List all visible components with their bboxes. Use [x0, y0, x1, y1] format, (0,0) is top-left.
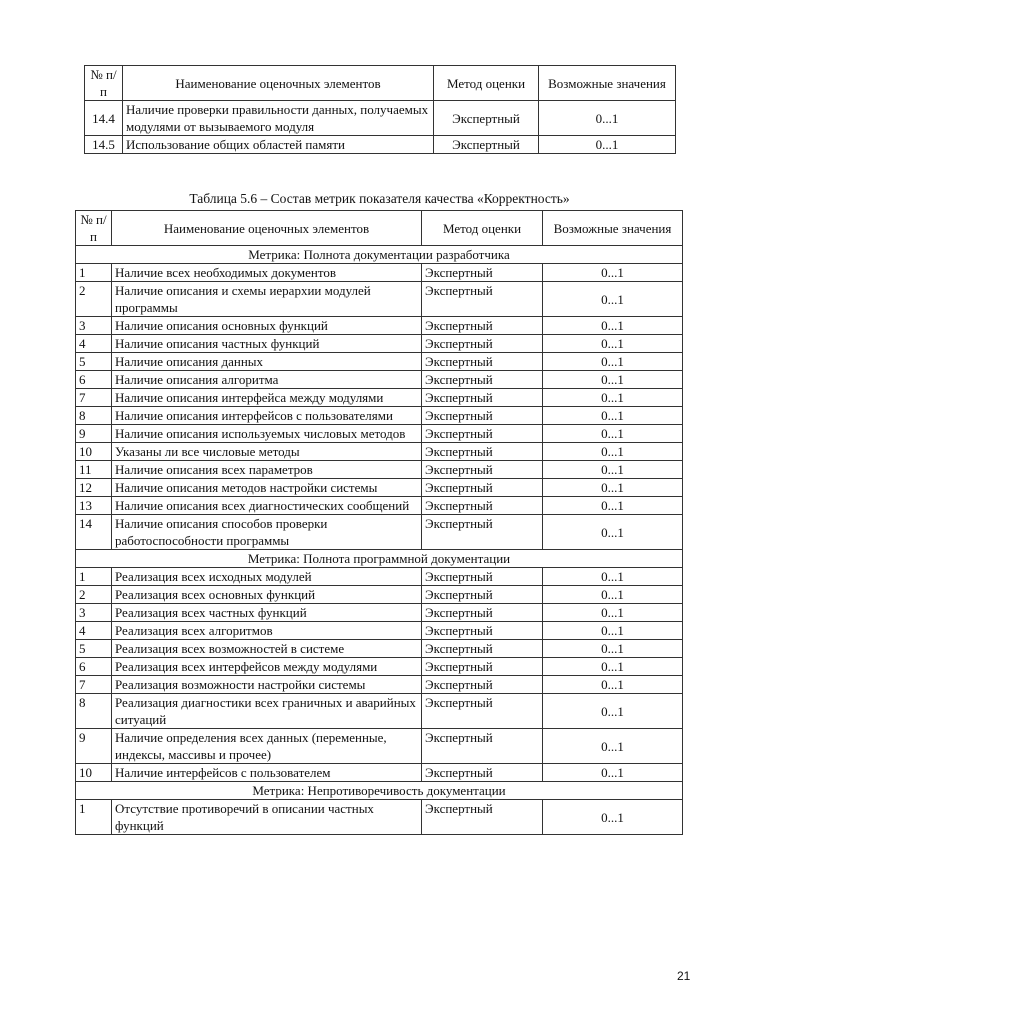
- cell-range: 0...1: [543, 800, 683, 835]
- cell-method: Экспертный: [422, 515, 543, 550]
- table-row: [76, 764, 683, 782]
- section-title: Метрика: Полнота программной документации: [76, 550, 683, 568]
- cell-range: 0...1: [543, 353, 683, 371]
- cell-range: 0...1: [543, 658, 683, 676]
- cell-num: 10: [76, 443, 112, 461]
- cell-method: Экспертный: [422, 604, 543, 622]
- page-number: 21: [677, 969, 691, 983]
- table-row: [85, 136, 676, 154]
- cell-name: Реализация всех частных функций: [112, 604, 422, 622]
- cell-method: Экспертный: [434, 101, 539, 136]
- cell-name: Указаны ли все числовые методы: [112, 443, 422, 461]
- cell-num: 6: [76, 658, 112, 676]
- cell-method: Экспертный: [422, 317, 543, 335]
- cell-name: Наличие описания алгоритма: [112, 371, 422, 389]
- table-row: [76, 658, 683, 676]
- table-row: [85, 101, 676, 136]
- cell-range: 0...1: [543, 640, 683, 658]
- cell-name: Наличие описания основных функций: [112, 317, 422, 335]
- metrics-table-body: [76, 246, 683, 835]
- cell-name: Реализация возможности настройки системы: [112, 676, 422, 694]
- table-caption: Таблица 5.6 – Состав метрик показателя качества «Корректность»: [189, 191, 570, 206]
- cell-num: 9: [76, 729, 112, 764]
- table-row: [76, 335, 683, 353]
- cell-method: Экспертный: [422, 407, 543, 425]
- cell-name: Наличие интерфейсов с пользователем: [112, 764, 422, 782]
- table-header-row: [76, 211, 683, 246]
- cell-method: Экспертный: [422, 461, 543, 479]
- metrics-table: [75, 210, 683, 835]
- cell-name: Реализация всех возможностей в системе: [112, 640, 422, 658]
- cell-num: 13: [76, 497, 112, 515]
- cell-range: 0...1: [543, 317, 683, 335]
- section-title: Метрика: Непротиворечивость документации: [76, 782, 683, 800]
- table-row: [76, 371, 683, 389]
- cell-range: 0...1: [543, 622, 683, 640]
- cell-range: 0...1: [543, 497, 683, 515]
- cell-range: 0...1: [543, 479, 683, 497]
- cell-num: 4: [76, 622, 112, 640]
- cell-name: Отсутствие противоречий в описании частных функций: [112, 800, 422, 835]
- table-header-row: [85, 66, 676, 101]
- cell-method: Экспертный: [422, 389, 543, 407]
- cell-name: Реализация всех основных функций: [112, 586, 422, 604]
- continued-table: [84, 65, 676, 154]
- cell-range: 0...1: [543, 729, 683, 764]
- cell-num: 8: [76, 407, 112, 425]
- cell-method: Экспертный: [422, 800, 543, 835]
- cell-range: 0...1: [543, 568, 683, 586]
- table-row: [76, 317, 683, 335]
- table-row: [76, 729, 683, 764]
- cell-name: Наличие описания используемых числовых методов: [112, 425, 422, 443]
- header-method: Метод оценки: [422, 211, 543, 246]
- table-row: [76, 515, 683, 550]
- cell-name: Реализация всех исходных модулей: [112, 568, 422, 586]
- cell-num: 3: [76, 317, 112, 335]
- table-row: [76, 389, 683, 407]
- table-row: [76, 497, 683, 515]
- cell-method: Экспертный: [422, 335, 543, 353]
- cell-method: Экспертный: [422, 676, 543, 694]
- cell-num: 7: [76, 676, 112, 694]
- cell-name: Наличие описания частных функций: [112, 335, 422, 353]
- table-row: [76, 676, 683, 694]
- cell-range: 0...1: [543, 282, 683, 317]
- cell-method: Экспертный: [422, 729, 543, 764]
- header-name: Наименование оценочных элементов: [123, 66, 434, 101]
- table-row: [76, 407, 683, 425]
- cell-num: 3: [76, 604, 112, 622]
- cell-num: 9: [76, 425, 112, 443]
- cell-range: 0...1: [539, 101, 676, 136]
- cell-method: Экспертный: [422, 443, 543, 461]
- header-num: № п/п: [76, 211, 112, 246]
- cell-range: 0...1: [543, 407, 683, 425]
- table-row: [76, 353, 683, 371]
- cell-range: 0...1: [543, 371, 683, 389]
- cell-name: Реализация всех интерфейсов между модулями: [112, 658, 422, 676]
- cell-range: 0...1: [543, 515, 683, 550]
- cell-range: 0...1: [539, 136, 676, 154]
- section-title: Метрика: Полнота документации разработчика: [76, 246, 683, 264]
- cell-num: 2: [76, 586, 112, 604]
- cell-num: 7: [76, 389, 112, 407]
- cell-num: 4: [76, 335, 112, 353]
- cell-num: 5: [76, 640, 112, 658]
- cell-range: 0...1: [543, 389, 683, 407]
- cell-num: 14: [76, 515, 112, 550]
- cell-name: Наличие описания всех диагностических сообщений: [112, 497, 422, 515]
- cell-method: Экспертный: [422, 425, 543, 443]
- cell-range: 0...1: [543, 461, 683, 479]
- section-header-row: [76, 550, 683, 568]
- table-row: [76, 622, 683, 640]
- cell-method: Экспертный: [422, 658, 543, 676]
- cell-name: Реализация диагностики всех граничных и аварийных ситуаций: [112, 694, 422, 729]
- header-range: Возможные значения: [543, 211, 683, 246]
- cell-method: Экспертный: [422, 282, 543, 317]
- cell-num: 2: [76, 282, 112, 317]
- cell-range: 0...1: [543, 694, 683, 729]
- cell-range: 0...1: [543, 425, 683, 443]
- cell-range: 0...1: [543, 443, 683, 461]
- cell-name: Наличие описания данных: [112, 353, 422, 371]
- cell-range: 0...1: [543, 586, 683, 604]
- cell-name: Наличие всех необходимых документов: [112, 264, 422, 282]
- cell-method: Экспертный: [422, 479, 543, 497]
- cell-method: Экспертный: [422, 264, 543, 282]
- cell-num: 6: [76, 371, 112, 389]
- header-range: Возможные значения: [539, 66, 676, 101]
- table-row: [76, 694, 683, 729]
- header-num: № п/п: [85, 66, 123, 101]
- table-row: [76, 443, 683, 461]
- table-row: [76, 586, 683, 604]
- table-row: [76, 604, 683, 622]
- cell-name: Наличие описания способов проверки работоспособности программы: [112, 515, 422, 550]
- cell-num: 14.5: [85, 136, 123, 154]
- cell-num: 11: [76, 461, 112, 479]
- cell-name: Наличие проверки правильности данных, получаемых модулями от вызываемого модуля: [123, 101, 434, 136]
- cell-method: Экспертный: [422, 497, 543, 515]
- cell-num: 14.4: [85, 101, 123, 136]
- table-row: [76, 568, 683, 586]
- cell-method: Экспертный: [422, 640, 543, 658]
- cell-range: 0...1: [543, 335, 683, 353]
- cell-num: 10: [76, 764, 112, 782]
- cell-method: Экспертный: [422, 764, 543, 782]
- cell-name: Реализация всех алгоритмов: [112, 622, 422, 640]
- table-row: [76, 461, 683, 479]
- cell-name: Использование общих областей памяти: [123, 136, 434, 154]
- cell-method: Экспертный: [422, 568, 543, 586]
- cell-method: Экспертный: [422, 622, 543, 640]
- cell-name: Наличие описания методов настройки системы: [112, 479, 422, 497]
- table-row: [76, 282, 683, 317]
- cell-range: 0...1: [543, 264, 683, 282]
- cell-num: 8: [76, 694, 112, 729]
- cell-method: Экспертный: [422, 353, 543, 371]
- cell-method: Экспертный: [422, 586, 543, 604]
- cell-name: Наличие определения всех данных (переменные, индексы, массивы и прочее): [112, 729, 422, 764]
- cell-range: 0...1: [543, 604, 683, 622]
- cell-method: Экспертный: [422, 371, 543, 389]
- cell-method: Экспертный: [434, 136, 539, 154]
- cell-range: 0...1: [543, 764, 683, 782]
- cell-name: Наличие описания интерфейса между модулями: [112, 389, 422, 407]
- table-row: [76, 264, 683, 282]
- cell-num: 1: [76, 568, 112, 586]
- cell-name: Наличие описания и схемы иерархии модулей программы: [112, 282, 422, 317]
- cell-method: Экспертный: [422, 694, 543, 729]
- header-name: Наименование оценочных элементов: [112, 211, 422, 246]
- table-row: [76, 800, 683, 835]
- header-method: Метод оценки: [434, 66, 539, 101]
- table-row: [76, 479, 683, 497]
- cell-num: 5: [76, 353, 112, 371]
- table-row: [76, 425, 683, 443]
- cell-name: Наличие описания интерфейсов с пользователями: [112, 407, 422, 425]
- table-row: [76, 640, 683, 658]
- cell-range: 0...1: [543, 676, 683, 694]
- cell-num: 12: [76, 479, 112, 497]
- section-header-row: [76, 246, 683, 264]
- cell-num: 1: [76, 800, 112, 835]
- cell-num: 1: [76, 264, 112, 282]
- section-header-row: [76, 782, 683, 800]
- cell-name: Наличие описания всех параметров: [112, 461, 422, 479]
